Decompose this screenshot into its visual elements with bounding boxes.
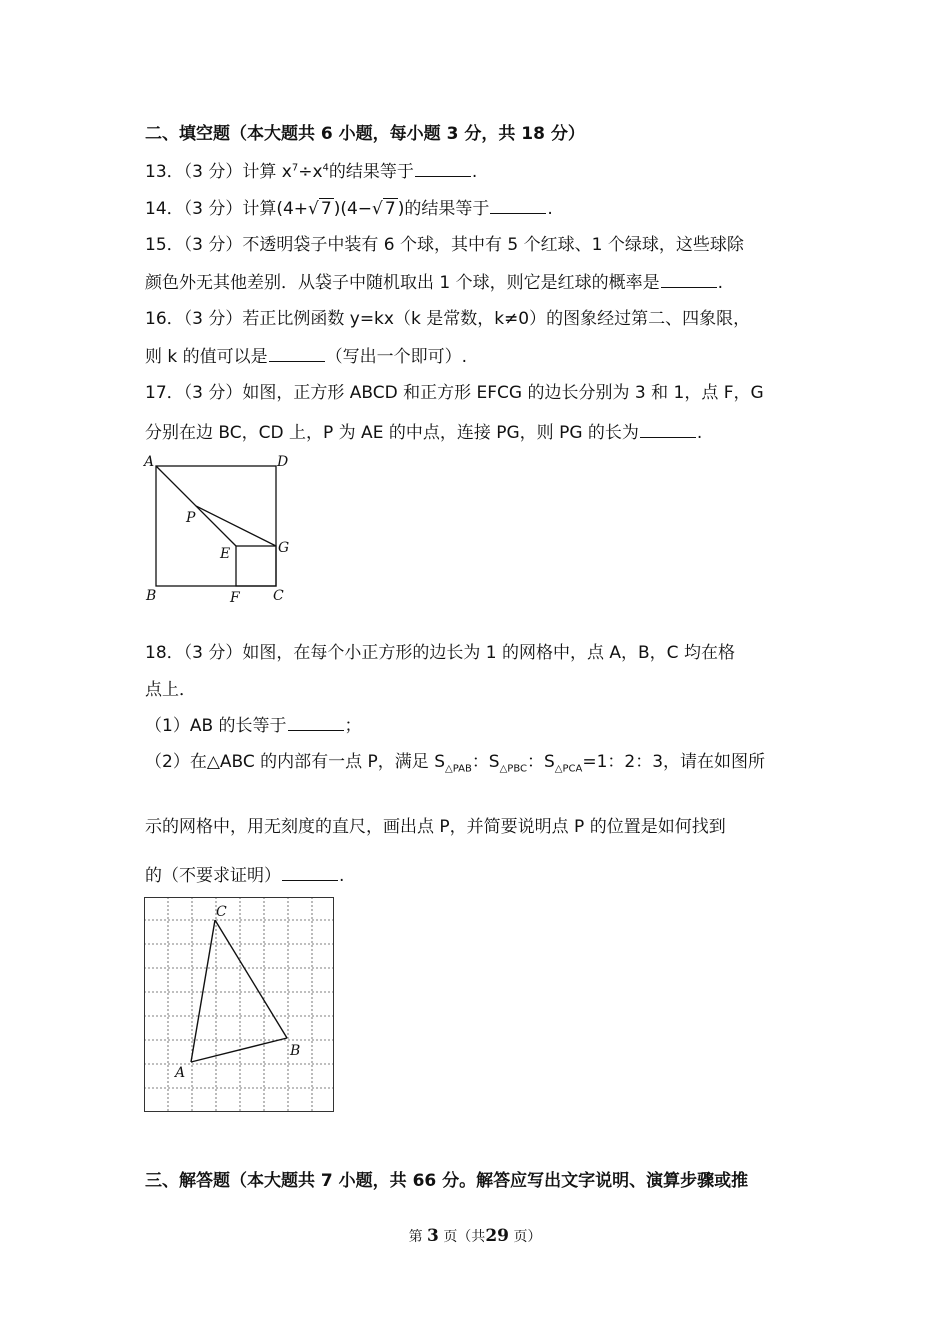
section3-heading: 三、解答题（本大题共 7 小题，共 66 分。解答应写出文字说明、演算步骤或推 [145, 1171, 749, 1191]
question-15-line2: 颜色外无其他差别．从袋子中随机取出 1 个球，则它是红球的概率是 . [145, 273, 724, 293]
label-D: D [277, 454, 289, 470]
answer-blank-15 [661, 271, 717, 288]
label-G: G [278, 540, 290, 556]
question-18-line2: 点上． [145, 680, 196, 700]
question-18-part1: （1）AB 的长等于 ； [145, 716, 362, 736]
grid-label-C: C [216, 904, 227, 920]
grid-label-A: A [175, 1065, 186, 1081]
question-17-line1: 17．（3 分）如图，正方形 ABCD 和正方形 EFCG 的边长分别为 3 和 1，点 F，G [145, 383, 764, 403]
question-14: 14．（3 分）计算(4+√ 7 )(4−√ 7 )的结果等于 . [145, 199, 553, 219]
section2-heading: 二、填空题（本大题共 6 小题，每小题 3 分，共 18 分） [145, 124, 585, 144]
question-16-line2: 则 k 的值可以是 （写出一个即可）. [145, 347, 468, 367]
label-P: P [186, 510, 196, 526]
segment-BA [191, 1038, 287, 1062]
page-footer: 第 3 页（共29 页） [408, 1226, 542, 1246]
segment-CB [215, 920, 287, 1038]
answer-blank-14 [490, 197, 546, 214]
question-16-line1: 16．（3 分）若正比例函数 y=kx（k 是常数，k≠0）的图象经过第二、四象限， [145, 309, 751, 329]
question-18-line4: 示的网格中，用无刻度的直尺，画出点 P，并简要说明点 P 的位置是如何找到 [145, 817, 726, 837]
square-figure [140, 450, 310, 610]
question-18-line1: 18．（3 分）如图，在每个小正方形的边长为 1 的网格中，点 A，B，C 均在格 [145, 643, 735, 663]
answer-blank-17 [640, 421, 696, 438]
answer-blank-16 [269, 345, 325, 362]
grid-label-B: B [290, 1043, 301, 1059]
question-18-part2: （2）在△ABC 的内部有一点 P，满足 $S_{\triangle PAB}$：$S_{\triangle PBC}$：$S_{\triangle PCA}=1$：2：3，请在如图所 [145, 752, 766, 775]
question-17-line2: 分别在边 BC，CD 上，P 为 AE 的中点，连接 PG，则 PG 的长为 . [145, 423, 703, 443]
grid-figure [144, 897, 336, 1113]
label-F: F [230, 590, 240, 606]
label-C: C [273, 588, 284, 604]
label-A: A [144, 454, 155, 470]
question-15-line1: 15．（3 分）不透明袋子中装有 6 个球，其中有 5 个红球、1 个绿球，这些球除 [145, 235, 744, 255]
answer-blank-18-1 [288, 714, 344, 731]
segment-AC [191, 920, 215, 1062]
answer-blank-18-2 [282, 864, 338, 881]
answer-blank-13 [415, 160, 471, 177]
question-18-line5: 的（不要求证明） . [145, 866, 345, 886]
label-E: E [220, 546, 231, 562]
question-13: 13．（3 分）计算 $x^7\div x^4$的结果等于 . [145, 162, 478, 182]
label-B: B [146, 588, 157, 604]
